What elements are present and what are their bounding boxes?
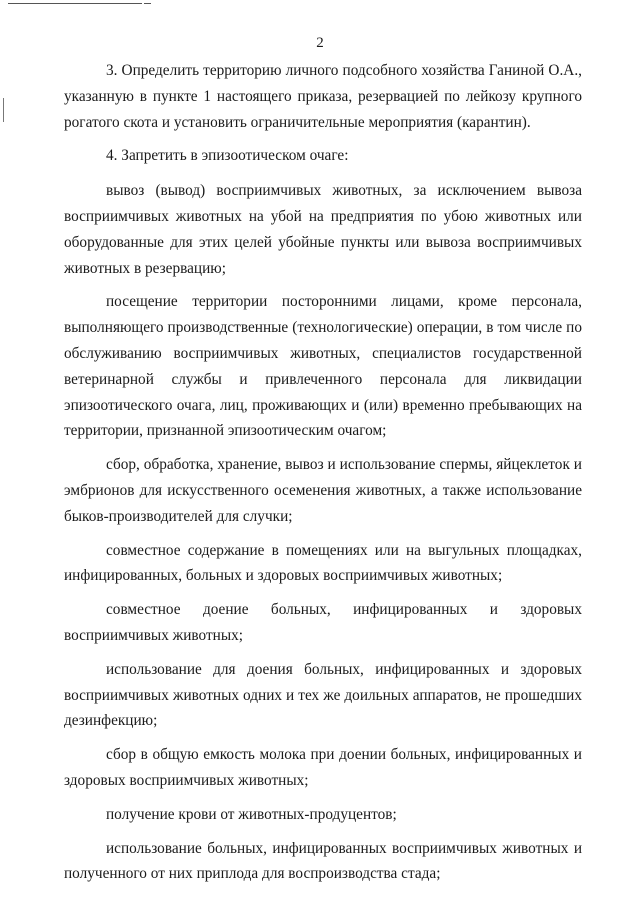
paragraph-item-visit: посещение территории посторонними лицами, кроме персонала, выполняющего производственные (технологические) операции, в том числе по обслуживанию восприимчивых животных, специалистов государственной ветеринарной службы и привлеченного персонала для ликвидации эпизоотического очага, лиц, проживающих и (или) временно пребывающих на территории, признанной эпизоотическим очагом; (64, 293, 582, 440)
document-body (64, 58, 582, 887)
binding-mark (3, 98, 4, 122)
paragraph-item-blood: получение крови от животных-продуцентов; (106, 805, 397, 823)
paragraph-4: 4. Запретить в эпизоотическом очаге: (106, 147, 349, 165)
paragraph-item-semen: сбор, обработка, хранение, вывоз и использование спермы, яйцеклеток и эмбрионов для искусственного осеменения животных, а также использование быков-производителей для случки; (64, 456, 582, 525)
paragraph-item-machines: использование для доения больных, инфицированных и здоровых восприимчивых животных одних и тех же доильных аппаратов, не прошедших дезинфекцию; (64, 660, 582, 730)
paragraph-3: 3. Определить территорию личного подсобного хозяйства Ганиной О.А., указанную в пункте 1 настоящего приказа, резервацией по лейкозу крупного рогатого скота и установить ограничительные мероприятия (карантин). (64, 62, 582, 131)
paragraph-item-milk-collection: сбор в общую емкость молока при доении больных, инфицированных и здоровых восприимчивых животных; (64, 746, 582, 789)
paragraph-item-housing: совместное содержание в помещениях или на выгульных площадках, инфицированных, больных и здоровых восприимчивых животных; (64, 541, 582, 585)
paragraph-item-milking: совместное доение больных, инфицированных и здоровых восприимчивых животных; (64, 601, 582, 644)
page-number: 2 (316, 35, 324, 51)
paragraph-item-export: вывоз (вывод) восприимчивых животных, за исключением вывоза восприимчивых животных на убой на предприятия по убою животных или оборудованные для этих целей убойные пункты или вывоза восприимчивых животных в резервацию; (64, 182, 582, 277)
top-rule-fragment (144, 3, 151, 4)
top-rule (8, 3, 142, 4)
paragraph-item-reproduction: использование больных, инфицированных восприимчивых животных и полученного от них приплода для воспроизводства стада; (64, 839, 582, 883)
